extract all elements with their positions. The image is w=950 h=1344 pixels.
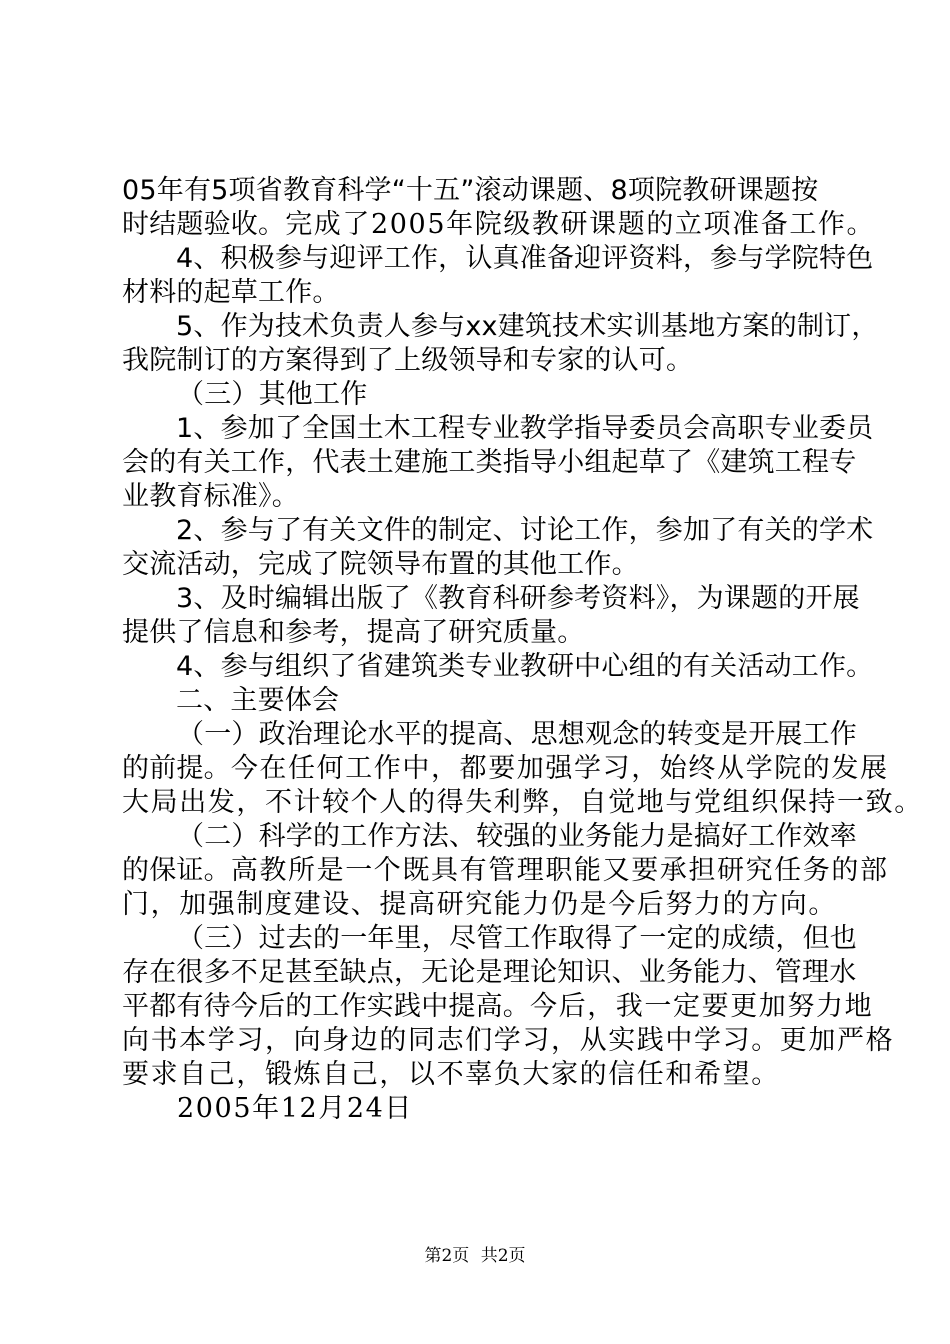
- text-line: （一）政治理论水平的提高、思想观念的转变是开展工作: [177, 719, 857, 750]
- text-line: 提供了信息和参考，提高了研究质量。: [122, 617, 585, 648]
- text-run: 的前提。: [122, 753, 231, 784]
- text-line: 5、作为技术负责人参与xx建筑技术实训基地方案的制订，: [176, 311, 879, 342]
- text-line: 05年有5项省教育科学“十五”滚动课题、8项院教研课题按: [122, 175, 819, 206]
- document-body: [122, 174, 923, 1126]
- text-line: 门，加强制度建设、提高研究能力仍是今后努力的方向。: [122, 889, 837, 920]
- text-line: （二）科学的工作方法、较强的业务能力是搞好工作效率: [177, 821, 857, 852]
- text-line: 4、积极参与迎评工作，认真准备迎评资料，参与学院特色: [176, 243, 874, 274]
- text-line: 2、参与了有关文件的制定、讨论工作，参加了有关的学术: [176, 515, 874, 546]
- section-heading: 二、主要体会: [176, 685, 340, 716]
- text-line: [122, 752, 889, 786]
- page-footer: [0, 1245, 950, 1267]
- text-line: 1、参加了全国土木工程专业教学指导委员会高职专业委员: [176, 413, 874, 444]
- text-run: 的保证。: [122, 855, 231, 886]
- text-line: 我院制订的方案得到了上级领导和专家的认可。: [122, 345, 694, 376]
- text-line: 交流活动，完成了院领导布置的其他工作。: [122, 549, 639, 580]
- text-line: [122, 208, 876, 242]
- section-heading: （三）其他工作: [177, 379, 368, 410]
- document-date: 2005年12月24日: [177, 1093, 414, 1124]
- text-line: 3、及时编辑出版了《教育科研参考资料》，为课题的开展: [176, 583, 860, 614]
- text-line: [122, 990, 874, 1024]
- text-line: 4、参与组织了省建筑类专业教研中心组的有关活动工作。: [176, 651, 874, 682]
- text-line: 向书本学习，向身边的同志们学习，从实践中学习。更加严格: [122, 1025, 895, 1056]
- text-run: 平都有待今后的工作实践中提高。: [122, 991, 530, 1022]
- text-run: 今在任何工作中，都要加强学习，始终从学院的发展: [230, 753, 889, 784]
- text-line: 要求自己，锻炼自己，以不辜负大家的信任和希望。: [122, 1059, 780, 1090]
- page-total: 共2页: [480, 1246, 526, 1266]
- page-number: 第2页: [424, 1246, 470, 1266]
- text-run: 今后，我一定要更加努力地: [530, 991, 874, 1022]
- text-line: 业教育标准》。: [122, 481, 299, 512]
- text-line: 大局出发，不计较个人的得失利弊，自觉地与党组织保持一致。: [122, 787, 923, 818]
- text-run: 时结题验收。: [122, 209, 286, 240]
- text-run: 完成了2005年院级教研课题的立项准备工作。: [285, 209, 876, 240]
- text-run: 高教所是一个既具有管理职能又要承担研究任务的部: [230, 855, 889, 886]
- text-line: （三）过去的一年里，尽管工作取得了一定的成绩，但也: [177, 923, 857, 954]
- text-line: 材料的起草工作。: [122, 277, 340, 308]
- text-line: 存在很多不足甚至缺点，无论是理论知识、业务能力、管理水: [122, 957, 857, 988]
- text-line: [122, 854, 889, 888]
- text-line: 会的有关工作，代表土建施工类指导小组起草了《建筑工程专: [122, 447, 857, 478]
